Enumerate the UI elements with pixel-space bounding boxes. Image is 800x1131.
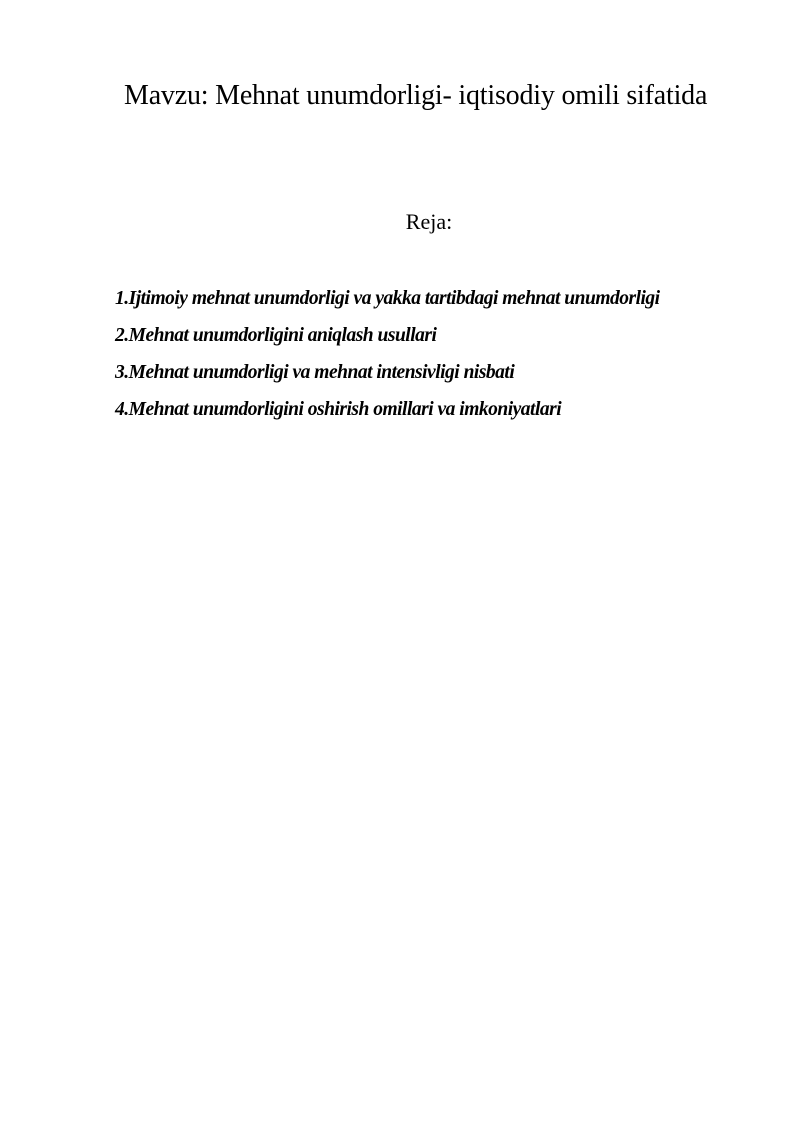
plan-item: 4.Mehnat unumdorligini oshirish omillari va imkoniyatlari [115,399,562,420]
plan-item: 3.Mehnat unumdorligi va mehnat intensivligi nisbati [115,362,515,383]
plan-item: 1.Ijtimoiy mehnat unumdorligi va yakka tartibdagi mehnat unumdorligi [115,288,660,309]
plan-list [115,280,775,428]
plan-heading: Reja: [405,209,453,234]
document-title: Mavzu: Mehnat unumdorligi- iqtisodiy omili sifatida [124,80,708,111]
plan-item: 2.Mehnat unumdorligini aniqlash usullari [115,325,437,346]
